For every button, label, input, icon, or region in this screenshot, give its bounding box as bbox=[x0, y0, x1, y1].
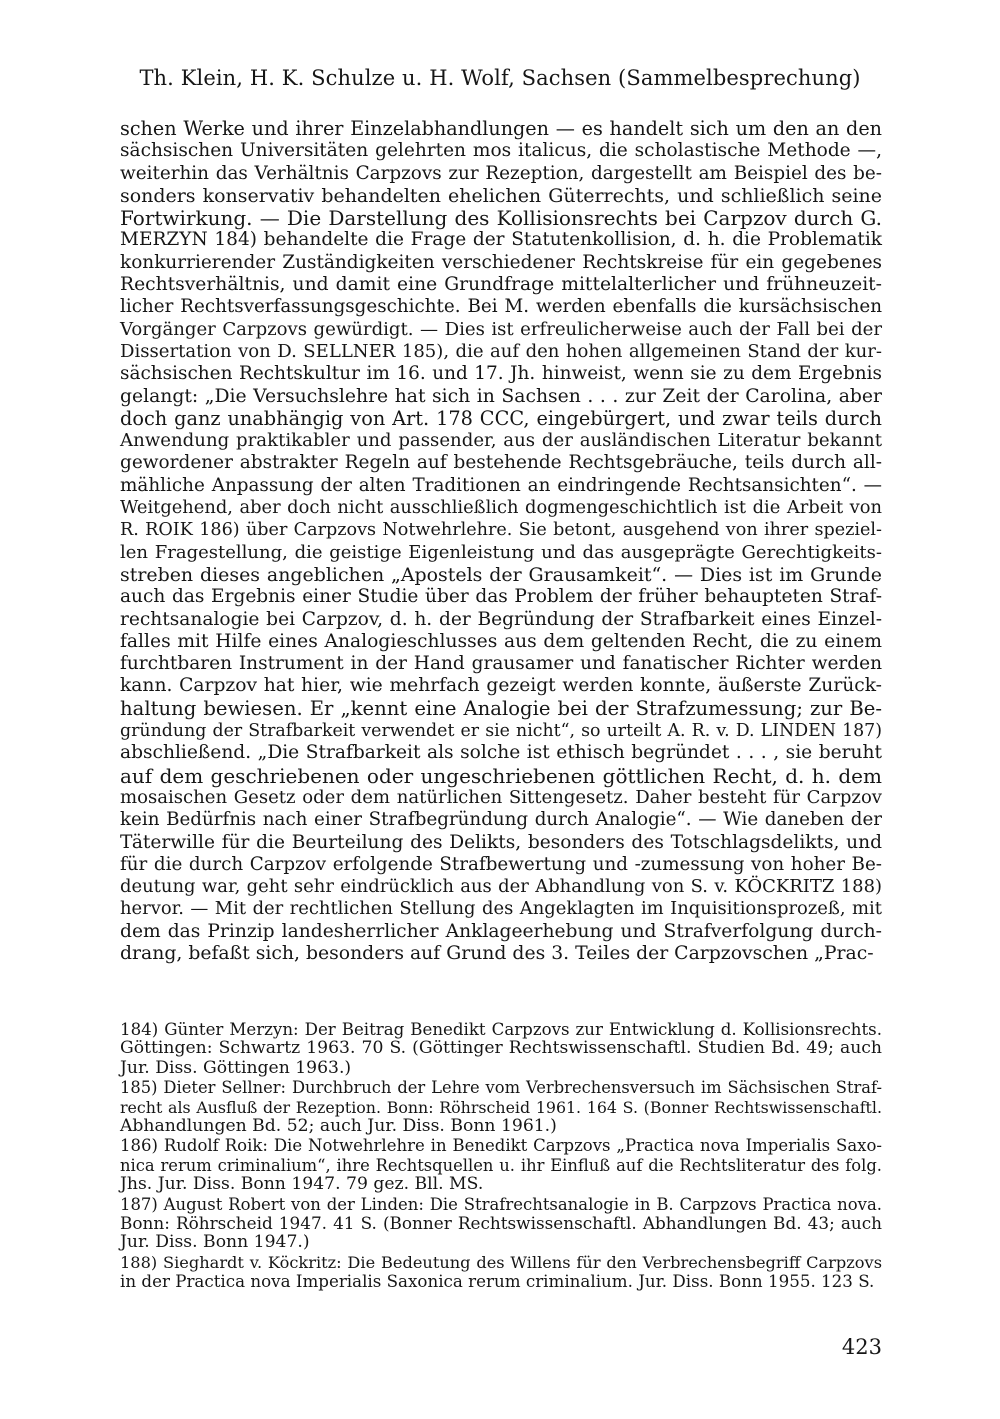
body-line: abschließend. „Die Strafbarkeit als solche ist ethisch begründet . . . , sie beruht bbox=[120, 742, 882, 764]
body-line: gründung der Strafbarkeit verwendet er sie nicht“, so urteilt A. R. v. D. LINDEN 187) bbox=[120, 721, 882, 742]
footnote-line: 186) Rudolf Roik: Die Notwehrlehre in Benedikt Carpzovs „Practica nova Imperialis Saxo- bbox=[120, 1136, 882, 1156]
body-line: R. ROIK 186) über Carpzovs Notwehrlehre. Sie betont, ausgehend von ihrer speziel- bbox=[120, 520, 882, 541]
body-line: konkurrierender Zuständigkeiten verschiedener Rechtskreise für ein gegebenes bbox=[120, 251, 882, 273]
footnote-line: in der Practica nova Imperialis Saxonica rerum criminalium. Jur. Diss. Bonn 1955. 123 S. bbox=[120, 1272, 875, 1292]
footnote-line: recht als Ausfluß der Rezeption. Bonn: Röhrscheid 1961. 164 S. (Bonner Rechtswissenschaftl. bbox=[120, 1097, 882, 1117]
body-line: drang, befaßt sich, besonders auf Grund des 3. Teiles der Carpzovschen „Prac- bbox=[120, 942, 874, 964]
page-number: 423 bbox=[841, 1335, 882, 1359]
body-line: Anwendung praktikabler und passender, aus der ausländischen Literatur bekannt bbox=[120, 430, 882, 452]
footnotes bbox=[120, 1020, 882, 1291]
body-line: doch ganz unabhängig von Art. 178 CCC, eingebürgert, und zwar teils durch bbox=[120, 406, 882, 430]
body-line: gewordener abstrakter Regeln auf bestehende Rechtsgebräuche, teils durch all- bbox=[120, 452, 882, 474]
body-line: auf dem geschriebenen oder ungeschriebenen göttlichen Recht, d. h. dem bbox=[120, 763, 882, 788]
body-line: Rechtsverhältnis, und damit eine Grundfrage mittelalterlicher und frühneuzeit- bbox=[120, 274, 882, 296]
body-line: furchtbaren Instrument in der Hand grausamer und fanatischer Richter werden bbox=[120, 653, 882, 675]
body-line: auch das Ergebnis einer Studie über das Problem der früher behaupteten Straf- bbox=[120, 586, 882, 608]
body-line: haltung bewiesen. Er „kennt eine Analogie bei der Strafzumessung; zur Be- bbox=[120, 696, 882, 720]
body-line: falles mit Hilfe eines Analogieschlusses aus dem geltenden Recht, die zu einem bbox=[120, 630, 882, 652]
body-line: sächsischen Rechtskultur im 16. und 17. Jh. hinweist, wenn sie zu dem Ergebnis bbox=[120, 363, 882, 385]
footnote-line: nica rerum criminalium“, ihre Rechtsquellen u. ihr Einfluß auf die Rechtsliteratur des folg. bbox=[120, 1155, 882, 1175]
body-line: streben dieses angeblichen „Apostels der Grausamkeit“. — Dies ist im Grunde bbox=[120, 563, 882, 586]
body-line: Täterwille für die Beurteilung des Delikts, besonders des Totschlagsdelikts, und bbox=[120, 831, 882, 853]
footnote-line: Göttingen: Schwartz 1963. 70 S. (Göttinger Rechtswissenschaftl. Studien Bd. 49; auch bbox=[120, 1038, 882, 1059]
body-line: kann. Carpzov hat hier, wie mehrfach gezeigt werden konnte, äußerste Zurück- bbox=[120, 675, 882, 697]
footnote-line: 184) Günter Merzyn: Der Beitrag Benedikt Carpzovs zur Entwicklung d. Kollisionsrechts. bbox=[120, 1020, 882, 1039]
body-line: deutung war, geht sehr eindrücklich aus der Abhandlung von S. v. KÖCKRITZ 188) bbox=[120, 876, 882, 898]
body-line: mähliche Anpassung der alten Traditionen an eindringende Rechtsansichten“. — bbox=[120, 474, 882, 496]
footnote-line: Jhs. Jur. Diss. Bonn 1947. 79 gez. Bll. MS. bbox=[120, 1174, 484, 1195]
body-line: len Fragestellung, die geistige Eigenleistung und das ausgeprägte Gerechtigkeits- bbox=[120, 541, 882, 563]
body-line: dem das Prinzip landesherrlicher Anklageerhebung und Strafverfolgung durch- bbox=[120, 920, 882, 942]
footnote-line: 185) Dieter Sellner: Durchbruch der Lehre vom Verbrechensversuch im Sächsischen Straf- bbox=[120, 1078, 882, 1098]
footnote-line: 187) August Robert von der Linden: Die Strafrechtsanalogie in B. Carpzovs Practica nova. bbox=[120, 1194, 882, 1214]
body-line: sächsischen Universitäten gelehrten mos italicus, die scholastische Methode —, bbox=[120, 140, 882, 162]
body-line: schen Werke und ihrer Einzelabhandlungen — es handelt sich um den an den bbox=[120, 117, 882, 140]
body-line: sonders konservativ behandelten ehelichen Güterrechts, und schließlich seine bbox=[120, 184, 882, 207]
running-head: Th. Klein, H. K. Schulze u. H. Wolf, Sachsen (Sammelbesprechung) bbox=[139, 66, 861, 90]
footnote-line: 188) Sieghardt v. Köckritz: Die Bedeutung des Willens für den Verbrechensbegriff Carpzovs bbox=[120, 1252, 882, 1272]
body-line: Weitgehend, aber doch nicht ausschließlich dogmengeschichtlich ist die Arbeit von bbox=[120, 497, 882, 519]
body-line: für die durch Carpzov erfolgende Strafbewertung und -zumessung von hoher Be- bbox=[120, 853, 882, 875]
body-line: rechtsanalogie bei Carpzov, d. h. der Begründung der Strafbarkeit eines Einzel- bbox=[120, 608, 882, 630]
body-line: kein Bedürfnis nach einer Strafbegründung durch Analogie“. — Wie daneben der bbox=[120, 809, 882, 831]
footnote-line: Abhandlungen Bd. 52; auch Jur. Diss. Bonn 1961.) bbox=[120, 1115, 557, 1136]
footnote-line: Jur. Diss. Bonn 1947.) bbox=[120, 1232, 310, 1253]
body-line: Dissertation von D. SELLNER 185), die auf den hohen allgemeinen Stand der kur- bbox=[120, 340, 882, 362]
footnote-line: Bonn: Röhrscheid 1947. 41 S. (Bonner Rechtswissenschaftl. Abhandlungen Bd. 43; auch bbox=[120, 1212, 882, 1233]
body-line: mosaischen Gesetz oder dem natürlichen Sittengesetz. Daher besteht für Carpzov bbox=[120, 786, 882, 808]
footnote-line: Jur. Diss. Göttingen 1963.) bbox=[120, 1057, 352, 1078]
body-line: hervor. — Mit der rechtlichen Stellung des Angeklagten im Inquisitionsprozeß, mit bbox=[120, 898, 882, 920]
body-line: Fortwirkung. — Die Darstellung des Kollisionsrechts bei Carpzov durch G. bbox=[120, 206, 882, 231]
body-line: weiterhin das Verhältnis Carpzovs zur Rezeption, dargestellt am Beispiel des be- bbox=[120, 162, 882, 184]
body-text bbox=[120, 118, 882, 965]
body-line: gelangt: „Die Versuchslehre hat sich in Sachsen . . . zur Zeit der Carolina, aber bbox=[120, 385, 882, 407]
body-line: Vorgänger Carpzovs gewürdigt. — Dies ist erfreulicherweise auch der Fall bei der bbox=[120, 318, 882, 340]
body-line: licher Rechtsverfassungsgeschichte. Bei M. werden ebenfalls die kursächsischen bbox=[120, 296, 882, 318]
body-line: MERZYN 184) behandelte die Frage der Statutenkollision, d. h. die Problematik bbox=[120, 229, 882, 251]
